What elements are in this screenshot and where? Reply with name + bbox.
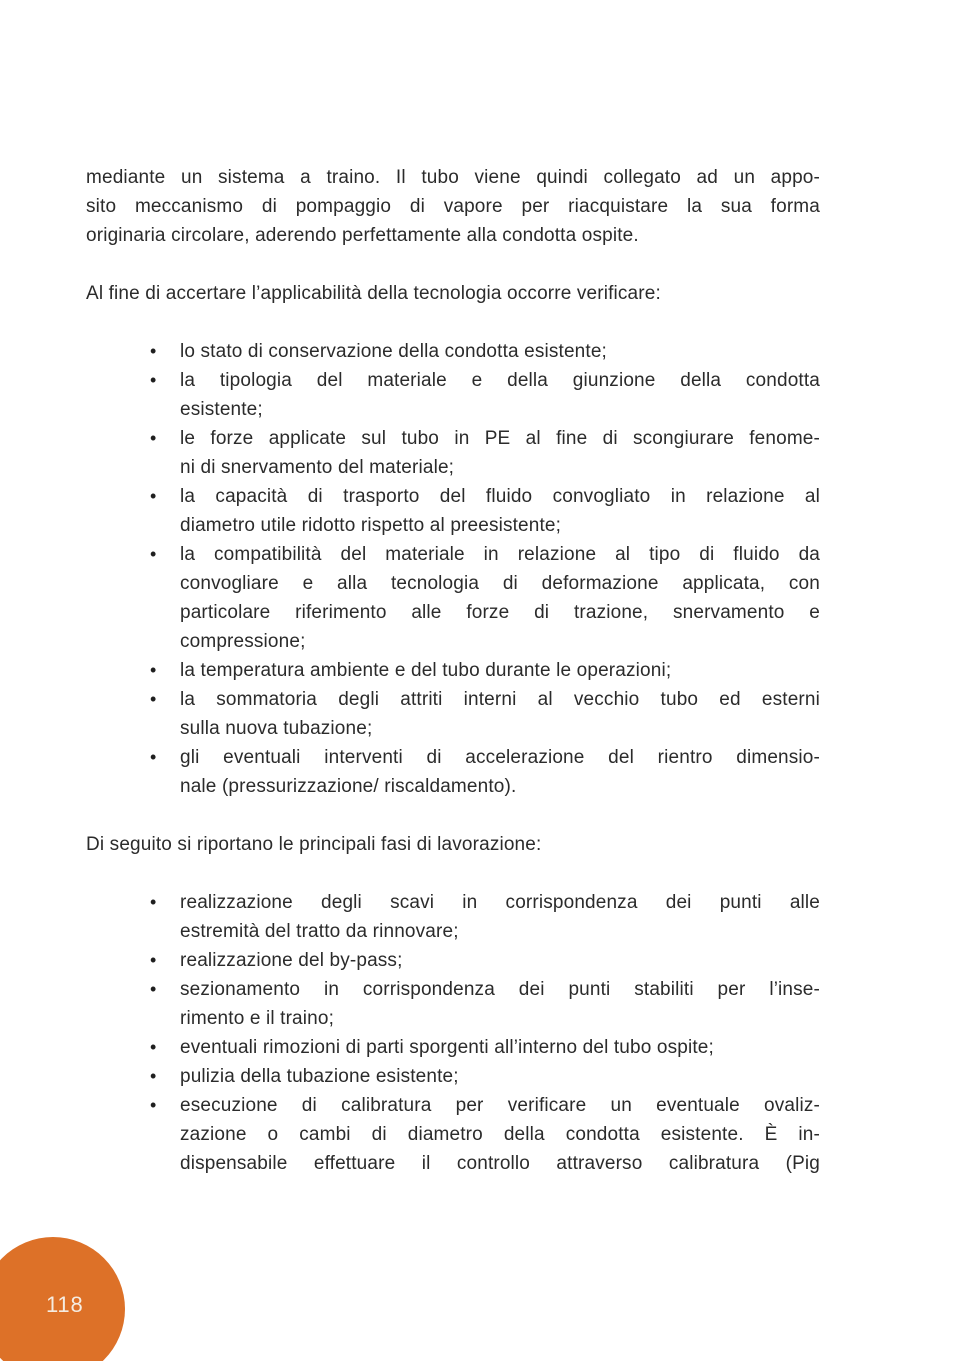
list-item — [86, 975, 820, 1033]
list-item-text — [180, 337, 820, 366]
text-line: convogliare e alla tecnologia di deformazione applicata, con — [180, 573, 820, 594]
bullet-icon: • — [150, 892, 157, 912]
list-item — [86, 888, 820, 946]
page-number-badge — [0, 1237, 125, 1361]
list-item — [86, 1091, 820, 1178]
list-item-text — [180, 1062, 820, 1091]
list-item — [86, 685, 820, 743]
list-item — [86, 337, 820, 366]
text-line: particolare riferimento alle forze di trazione, snervamento e — [180, 602, 820, 623]
text-line: eventuali rimozioni di parti sporgenti all’interno del tubo ospite; — [180, 1037, 714, 1058]
bullet-icon: • — [150, 660, 157, 680]
text-line: la tipologia del materiale e della giunzione della condotta — [180, 370, 820, 391]
text-line: sulla nuova tubazione; — [180, 718, 373, 739]
text-line: diametro utile ridotto rispetto al preesistente; — [180, 515, 562, 536]
list-item-text — [180, 888, 820, 946]
text-line: compressione; — [180, 631, 306, 652]
bullet-icon: • — [150, 689, 157, 709]
list-item — [86, 1062, 820, 1091]
text-line: lo stato di conservazione della condotta esistente; — [180, 341, 607, 362]
text-line: Di seguito si riportano le principali fasi di lavorazione: — [86, 834, 542, 855]
paragraph — [86, 830, 820, 859]
bullet-icon: • — [150, 747, 157, 767]
list-item-text — [180, 424, 820, 482]
bullet-icon: • — [150, 979, 157, 999]
list-item-text — [180, 685, 820, 743]
bullet-icon: • — [150, 428, 157, 448]
list-item — [86, 1033, 820, 1062]
list-item-text — [180, 743, 820, 801]
bullet-icon: • — [150, 1095, 157, 1115]
text-line: esecuzione di calibratura per verificare un eventuale ovaliz- — [180, 1095, 820, 1116]
list-item-text — [180, 482, 820, 540]
list-item-text — [180, 366, 820, 424]
list-item — [86, 946, 820, 975]
text-line: realizzazione degli scavi in corrispondenza dei punti alle — [180, 892, 820, 913]
text-line: la compatibilità del materiale in relazione al tipo di fluido da — [180, 544, 820, 565]
text-line: pulizia della tubazione esistente; — [180, 1066, 459, 1087]
list-item-text — [180, 1091, 820, 1178]
text-line: estremità del tratto da rinnovare; — [180, 921, 459, 942]
text-line: rimento e il traino; — [180, 1008, 335, 1029]
bullet-icon: • — [150, 544, 157, 564]
list-item — [86, 482, 820, 540]
text-line: sezionamento in corrispondenza dei punti stabiliti per l’inse- — [180, 979, 820, 1000]
page-content — [86, 163, 820, 1178]
list-item — [86, 540, 820, 656]
list-item-text — [180, 656, 820, 685]
list-item — [86, 743, 820, 801]
text-line: la sommatoria degli attriti interni al vecchio tubo ed esterni — [180, 689, 820, 710]
list-item — [86, 424, 820, 482]
text-line: mediante un sistema a traino. Il tubo viene quindi collegato ad un appo- — [86, 167, 820, 188]
bullet-icon: • — [150, 1066, 157, 1086]
text-line: esistente; — [180, 399, 263, 420]
text-line: Al fine di accertare l’applicabilità della tecnologia occorre verificare: — [86, 283, 661, 304]
list-item-text — [180, 975, 820, 1033]
bullet-icon: • — [150, 486, 157, 506]
text-line: sito meccanismo di pompaggio di vapore per riacquistare la sua forma — [86, 196, 820, 217]
bullet-icon: • — [150, 370, 157, 390]
text-line: dispensabile effettuare il controllo attraverso calibratura (Pig — [180, 1153, 820, 1174]
bullet-icon: • — [150, 341, 157, 361]
paragraph — [86, 279, 820, 308]
list-item — [86, 366, 820, 424]
text-line: ni di snervamento del materiale; — [180, 457, 455, 478]
text-line: originaria circolare, aderendo perfettamente alla condotta ospite. — [86, 225, 639, 246]
text-line: le forze applicate sul tubo in PE al fine di scongiurare fenome- — [180, 428, 820, 449]
bullet-list — [86, 888, 820, 1178]
bullet-icon: • — [150, 950, 157, 970]
list-item-text — [180, 1033, 820, 1062]
text-line: la capacità di trasporto del fluido convogliato in relazione al — [180, 486, 820, 507]
page-number: 118 — [46, 1292, 84, 1317]
bullet-list — [86, 337, 820, 801]
text-line: zazione o cambi di diametro della condotta esistente. È in- — [180, 1124, 820, 1145]
bullet-icon: • — [150, 1037, 157, 1057]
list-item-text — [180, 540, 820, 656]
paragraph — [86, 163, 820, 250]
list-item — [86, 656, 820, 685]
list-item-text — [180, 946, 820, 975]
text-line: la temperatura ambiente e del tubo durante le operazioni; — [180, 660, 672, 681]
text-line: realizzazione del by-pass; — [180, 950, 403, 971]
text-line: gli eventuali interventi di accelerazione del rientro dimensio- — [180, 747, 820, 768]
text-line: nale (pressurizzazione/ riscaldamento). — [180, 776, 517, 797]
